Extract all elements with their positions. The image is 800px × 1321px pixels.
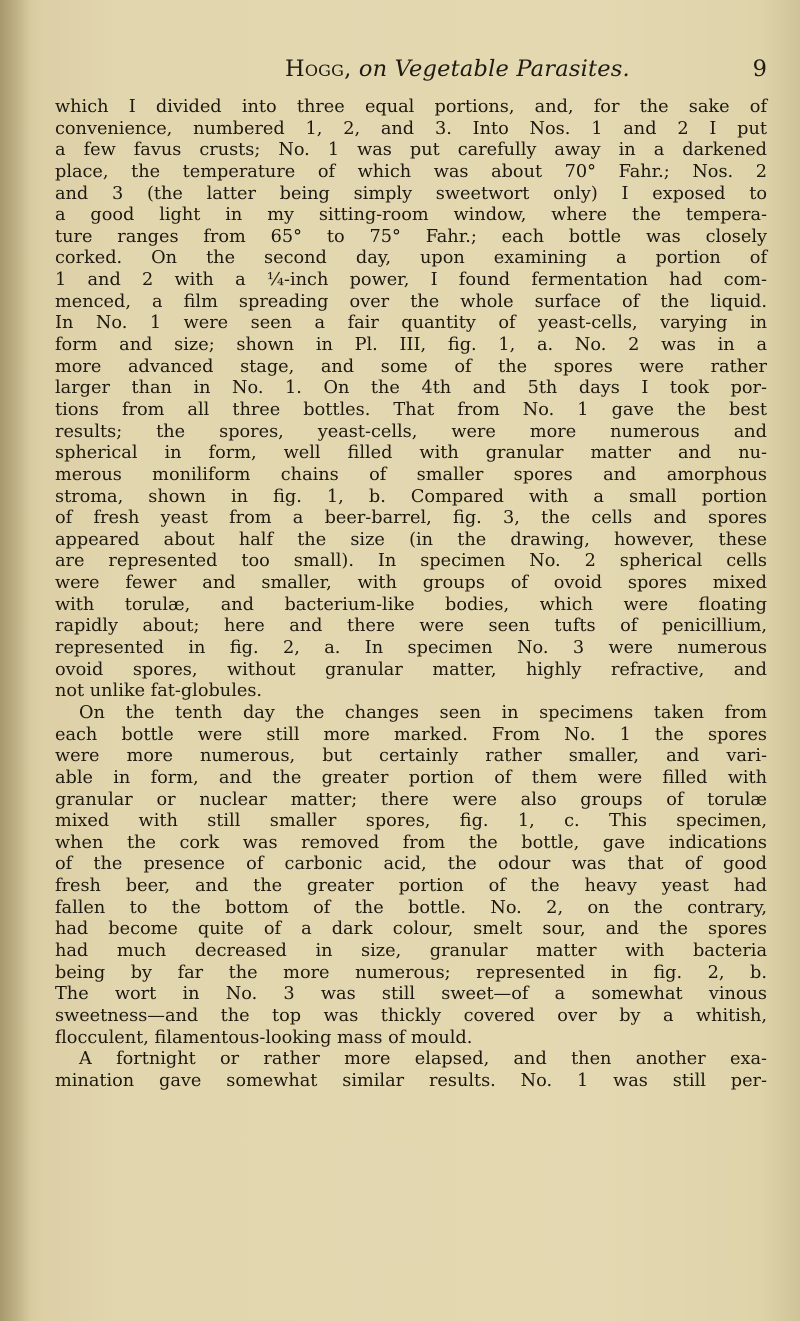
text-line: of the presence of carbonic acid, the odour was that of good [55,854,767,875]
text-line: results; the spores, yeast-cells, were more numerous and [55,421,767,442]
text-line: flocculent, filamentous-looking mass of mould. [55,1027,473,1048]
text-line: mination gave somewhat similar results. No. 1 was still per- [55,1070,767,1091]
text-line: being by far the more numerous; represented in fig. 2, b. [55,962,767,983]
text-line: when the cork was removed from the bottle, gave indications [55,832,767,853]
text-line: were more numerous, but certainly rather smaller, and vari- [55,746,767,767]
text-line: 1 and 2 with a ¼-inch power, I found fermentation had com- [55,270,767,291]
text-line: fallen to the bottom of the bottle. No. 2, on the contrary, [55,897,767,918]
text-line: larger than in No. 1. On the 4th and 5th days I took por- [55,378,767,399]
text-line: represented in fig. 2, a. In specimen No. 3 were numerous [55,638,767,659]
text-line: granular or nuclear matter; there were also groups of torulæ [55,789,767,810]
text-line: mixed with still smaller spores, fig. 1, c. This specimen, [55,811,767,832]
body-text [55,97,767,1092]
text-line: place, the temperature of which was about 70° Fahr.; Nos. 2 [55,161,767,182]
text-line: form and size; shown in Pl. III, fig. 1, a. No. 2 was in a [55,335,767,356]
text-line: ovoid spores, without granular matter, highly refractive, and [55,659,767,680]
text-line: A fortnight or rather more elapsed, and then another exa- [79,1049,767,1070]
text-line: had much decreased in size, granular matter with bacteria [55,940,767,961]
text-line: a good light in my sitting-room window, where the tempera- [55,205,767,226]
running-header [55,56,767,90]
text-line: able in form, and the greater portion of them were filled with [55,767,767,788]
text-line: and 3 (the latter being simply sweetwort only) I exposed to [55,183,767,204]
text-line: appeared about half the size (in the drawing, however, these [55,529,767,550]
header-title: on Vegetable Parasites. [358,56,630,82]
text-line: sweetness—and the top was thickly covered over by a whitish, [55,1005,767,1026]
page-number: 9 [752,56,767,82]
text-line: which I divided into three equal portions, and, for the sake of [55,97,767,117]
text-line: tions from all three bottles. That from No. 1 gave the best [55,399,767,420]
running-title [285,56,630,82]
text-line: were fewer and smaller, with groups of ovoid spores mixed [55,573,767,594]
text-line: ture ranges from 65° to 75° Fahr.; each bottle was closely [55,226,767,247]
text-line: of fresh yeast from a beer-barrel, fig. 3, the cells and spores [55,508,767,529]
text-line: spherical in form, well filled with granular matter and nu- [55,443,767,464]
text-line: not unlike fat-globules. [55,681,263,702]
text-line: a few favus crusts; No. 1 was put carefully away in a darkened [55,140,767,161]
text-line: corked. On the second day, upon examining a portion of [55,248,767,269]
text-line: menced, a film spreading over the whole surface of the liquid. [55,291,767,312]
text-line: fresh beer, and the greater portion of the heavy yeast had [55,876,767,897]
text-line: The wort in No. 3 was still sweet—of a somewhat vinous [55,984,767,1005]
page-gutter-shadow [0,0,30,1321]
header-author: Hogg, [285,56,352,82]
text-line: stroma, shown in fig. 1, b. Compared with a small portion [55,486,767,507]
text-line: each bottle were still more marked. From No. 1 the spores [55,724,767,745]
text-line: In No. 1 were seen a fair quantity of yeast-cells, varying in [55,313,767,334]
text-line: merous moniliform chains of smaller spores and amorphous [55,464,767,485]
text-line: rapidly about; here and there were seen tufts of penicillium, [55,616,767,637]
text-line: are represented too small). In specimen No. 2 spherical cells [55,551,767,572]
text-line: with torulæ, and bacterium-like bodies, which were floating [55,594,767,615]
text-line: On the tenth day the changes seen in specimens taken from [79,702,767,723]
text-line: had become quite of a dark colour, smelt sour, and the spores [55,919,767,940]
text-line: convenience, numbered 1, 2, and 3. Into Nos. 1 and 2 I put [55,118,767,139]
text-line: more advanced stage, and some of the spores were rather [55,356,767,377]
